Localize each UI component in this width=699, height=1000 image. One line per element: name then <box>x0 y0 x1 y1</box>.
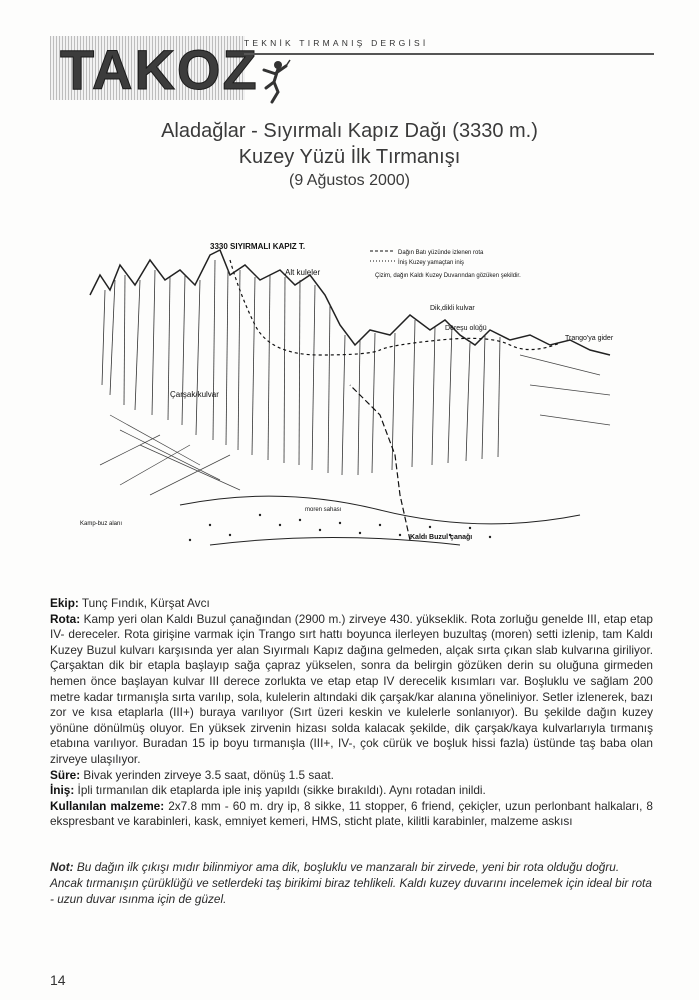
basin-label: Kaldı Buzul çanağı <box>410 534 473 541</box>
crack-label: Çarşak/kulvar <box>170 390 219 399</box>
duration-paragraph <box>50 768 653 784</box>
duration-text: Bivak yerinden zirveye 3.5 saat, dönüş 1.5 saat. <box>80 767 334 782</box>
towers-label: Alt kuleler <box>285 268 321 277</box>
title-line-1: Aladağlar - Sıyırmalı Kapız Dağı (3330 m.) <box>161 120 538 142</box>
route-paragraph <box>50 612 653 768</box>
legend-star-note: Çizim, dağın Kaldı Kuzey Duvarından gözüken şekildir. <box>375 273 521 279</box>
masthead <box>50 28 655 108</box>
gear-label: Kullanılan malzeme: <box>50 798 165 813</box>
article-note <box>50 859 653 907</box>
legend-route: Dağın Batı yüzünde izlenen rota <box>398 250 484 256</box>
descent-paragraph <box>50 783 653 799</box>
descent-label: İniş: <box>50 783 75 798</box>
climber-icon <box>256 58 296 106</box>
summit-label: 3330 SIYIRMALI KAPIZ T. <box>210 242 306 251</box>
title-line-2: Kuzey Yüzü İlk Tırmanışı <box>238 146 461 168</box>
team-label: Ekip: <box>50 596 79 610</box>
team-paragraph <box>50 596 653 612</box>
page-number: 14 <box>50 972 66 988</box>
note-text: Bu dağın ilk çıkışı mıdır bilinmiyor ama dik, boşluklu ve manzaralı bir zirvede, yeni bir rota olduğu doğru. Ancak tırmanışın çürüklüğü ve setlerdeki taş birikimi biraz tehlikeli. Kaldı kuzey duvarını incelemek için ideal bir rota - uzun duvar ısınma için de güzel. <box>50 860 652 906</box>
descent-text: İpli tırmanılan dik etaplarda iple iniş yapıldı (sikke bırakıldı). Aynı rotadan inildi. <box>74 783 486 798</box>
sketch-legend <box>370 250 521 279</box>
article-title <box>0 118 699 192</box>
gear-text: 2x7.8 mm - 60 m. dry ip, 8 sikke, 11 stopper, 6 friend, çekiçler, uzun perlonbant halkaları, 8 ekspresbant ve karabinleri, kask, emniyet kemeri, HMS, sticht plate, kilitli karabinler, malzeme askısı <box>50 798 653 829</box>
title-date: (9 Ağustos 2000) <box>289 172 410 189</box>
magazine-logo: TAKOZ <box>60 38 259 101</box>
gear-paragraph <box>50 799 653 830</box>
team-text: Tunç Fındık, Kürşat Avcı <box>78 596 210 610</box>
route-sketch <box>80 235 625 570</box>
ridge-label: Dereşu olüğü <box>445 325 487 332</box>
camp-label: Kamp-buz alanı <box>80 521 123 527</box>
legend-descent: İniş Kuzey yamaçtan iniş <box>398 260 465 266</box>
article-body <box>50 596 653 830</box>
note-label: Not: <box>50 860 74 874</box>
route-text: Kamp yeri olan Kaldı Buzul çanağından (2900 m.) zirveye 430. yükseklik. Rota zorluğu genelde III, etap etap IV- dereceler. Rota girişine varmak için Trango sırt hattı boyunca ilerleyen buzultaş (moren) setti izlenip, tam Kaldı Kuzey Buzul kulvarı karşısında yer alan Sıyırmalı Kapız dağına gelmeden, alçak sırta çıkan slab kulvarına giriliyor. Çarşaktan dik bir etapla başlayıp sağa çapraz yükselen, sonra da belirgin gözüken derin su oluğuna girmeden hemen önce başlayan kulvar III derece zorlukta ve etap etap IV derecelik kısımları var. Boşluklu ve sağlam 200 metre kadar tırmanışla sırta varılıp, sola, kulelerin altındaki dik çarşak/kar alanına yöneliniyor. Setler izlenerek, bazı zor ve kısa etaplarla (III+) buraya varılıyor (Sırt üzeri keskin ve kulelerle sonlanıyor). Bu şekilde dağın kuzey yönüne dönülmüş oluyor. En yüksek zirvenin hizası solda kalacak şekilde, dik çarşak/kaya kulvarlarıyla tırmanış etabına varılıyor. Buradan 15 ip boyu tırmanışla (III+, IV-, çok cürük ve boşluk hissi fazla) üstünde taş baba olan zirveye ulaşılıyor. <box>50 611 653 766</box>
duration-label: Süre: <box>50 767 81 782</box>
route-label: Rota: <box>50 611 81 626</box>
trango-label: Trango'ya gider <box>565 335 614 342</box>
kuloir-label: Dik,dikli kulvar <box>430 305 475 312</box>
magazine-tagline: TEKNİK TIRMANIŞ DERGİSİ <box>244 38 429 48</box>
masthead-rule <box>244 53 654 55</box>
moraine-label: moren sahası <box>305 507 342 513</box>
